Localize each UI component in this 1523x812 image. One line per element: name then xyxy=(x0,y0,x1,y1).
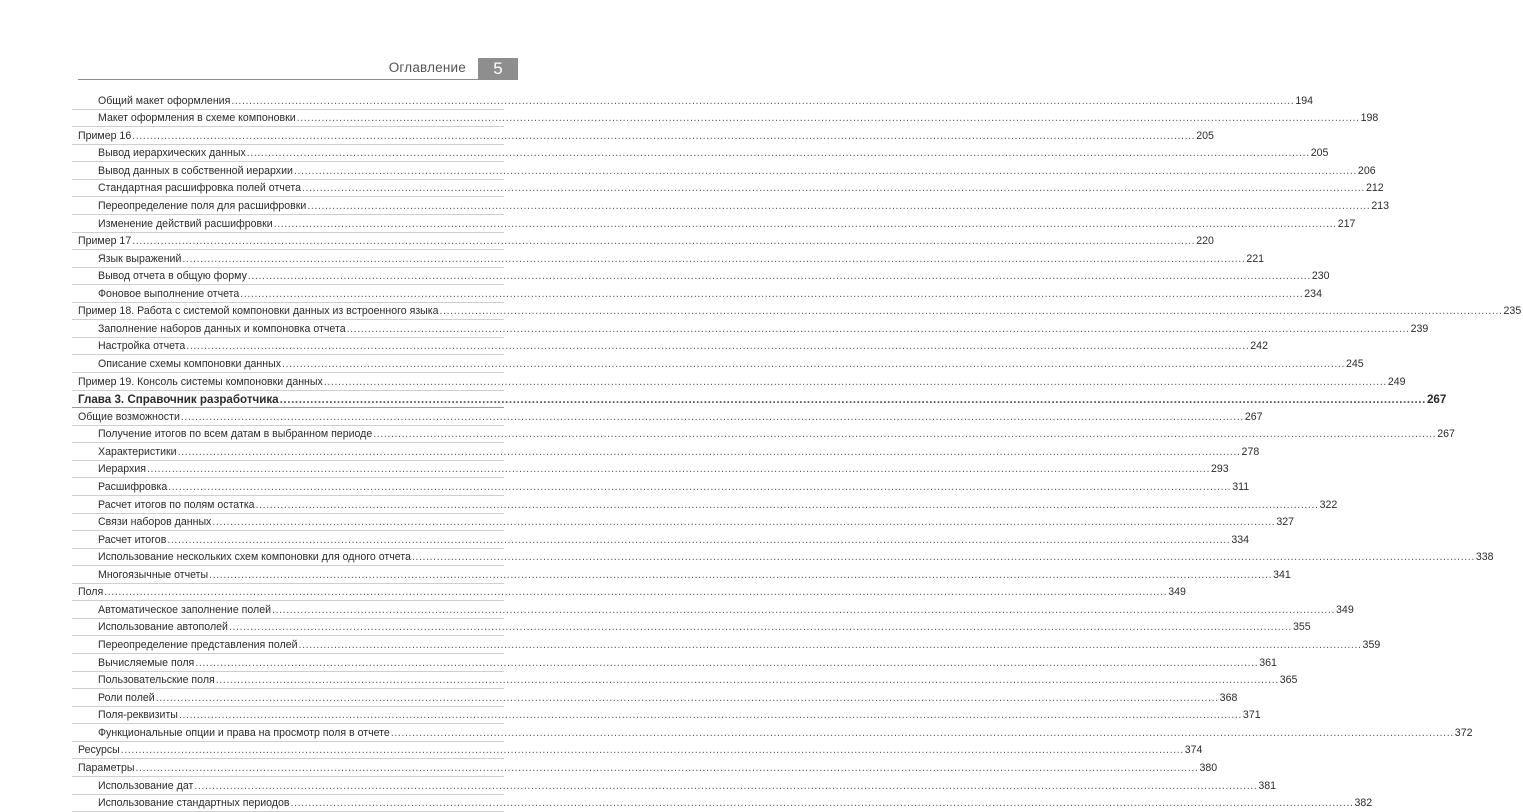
toc-entry-title: Настройка отчета xyxy=(98,340,185,355)
toc-entry[interactable] xyxy=(72,426,504,444)
toc-entry-title: Функциональные опции и права на просмотр поля в отчете xyxy=(98,727,390,742)
toc-entry[interactable] xyxy=(72,584,504,602)
toc-entry-title: Пример 18. Работа с системой компоновки данных из встроенного языка xyxy=(78,305,439,320)
dot-leader: ............................................................................................................................................................................................................................................................................................................ xyxy=(271,604,1336,619)
dot-leader: ............................................................................................................................................................................................................................................................................................................ xyxy=(411,551,1476,566)
toc-entry-page: 361 xyxy=(1259,657,1279,672)
toc-entry[interactable] xyxy=(72,759,504,777)
toc-entry-title: Общий макет оформления xyxy=(98,95,230,110)
toc-entry[interactable] xyxy=(72,443,504,461)
dot-leader: ............................................................................................................................................................................................................................................................................................................ xyxy=(239,288,1304,303)
dot-leader: ............................................................................................................................................................................................................................................................................................................ xyxy=(103,586,1168,601)
dot-leader: ............................................................................................................................................................................................................................................................................................................ xyxy=(390,727,1455,742)
toc-entry-title: Получение итогов по всем датам в выбранном периоде xyxy=(98,428,372,443)
toc-entry[interactable] xyxy=(72,566,504,584)
toc-entry-page: 242 xyxy=(1250,340,1270,355)
dot-leader: ............................................................................................................................................................................................................................................................................................................ xyxy=(281,358,1346,373)
dot-leader: ............................................................................................................................................................................................................................................................................................................ xyxy=(215,674,1280,689)
toc-entry-page: 221 xyxy=(1246,253,1266,268)
dot-leader: ............................................................................................................................................................................................................................................................................................................ xyxy=(166,534,1231,549)
toc-entry-page: 213 xyxy=(1371,200,1391,215)
toc-entry-page: 338 xyxy=(1476,551,1496,566)
toc-entry-title: Общие возможности xyxy=(78,411,180,426)
toc-entry-title: Вывод иерархических данных xyxy=(98,147,246,162)
toc-entry-page: 372 xyxy=(1455,727,1475,742)
toc-entry-title: Иерархия xyxy=(98,463,146,478)
dot-leader: ............................................................................................................................................................................................................................................................................................................ xyxy=(228,621,1293,636)
dot-leader: ............................................................................................................................................................................................................................................................................................................ xyxy=(177,446,1242,461)
toc-entry[interactable] xyxy=(72,724,504,742)
toc-entry-page: 341 xyxy=(1273,569,1293,584)
toc-entry-page: 368 xyxy=(1220,692,1240,707)
toc-entry[interactable] xyxy=(72,408,504,426)
toc-entry[interactable] xyxy=(72,338,504,356)
toc-entry[interactable] xyxy=(72,795,504,812)
toc-entry[interactable] xyxy=(72,285,504,303)
dot-leader: ............................................................................................................................................................................................................................................................................................................ xyxy=(296,112,1361,127)
toc-entry[interactable] xyxy=(72,654,504,672)
toc-entry[interactable] xyxy=(72,320,504,338)
toc-entry[interactable] xyxy=(72,636,504,654)
toc-entry-title: Заполнение наборов данных и компоновка отчета xyxy=(98,323,346,338)
toc-chapter-entry[interactable] xyxy=(72,391,504,409)
toc-entry-page: 278 xyxy=(1242,446,1262,461)
toc-entry-page: 359 xyxy=(1363,639,1383,654)
dot-leader: ............................................................................................................................................................................................................................................................................................................ xyxy=(246,147,1311,162)
toc-entry-title: Переопределение представления полей xyxy=(98,639,298,654)
dot-leader: ............................................................................................................................................................................................................................................................................................................ xyxy=(290,797,1355,812)
toc-entry-page: 322 xyxy=(1320,499,1340,514)
toc-entry[interactable] xyxy=(72,373,504,391)
dot-leader: ............................................................................................................................................................................................................................................................................................................ xyxy=(134,762,1199,777)
toc-entry-page: 374 xyxy=(1185,744,1205,759)
toc-entry-page: 220 xyxy=(1196,235,1216,250)
toc-entry-title: Роли полей xyxy=(98,692,155,707)
toc-entry[interactable] xyxy=(72,250,504,268)
toc-entry[interactable] xyxy=(72,707,504,725)
toc-entry-title: Изменение действий расшифровки xyxy=(98,218,273,233)
page-number: 5 xyxy=(478,58,518,80)
dot-leader: ............................................................................................................................................................................................................................................................................................................ xyxy=(439,305,1504,320)
dot-leader: ............................................................................................................................................................................................................................................................................................................ xyxy=(279,393,1427,408)
toc-entry-title: Использование дат xyxy=(98,780,193,795)
dot-leader: ............................................................................................................................................................................................................................................................................................................ xyxy=(120,744,1185,759)
toc-entry-title: Описание схемы компоновки данных xyxy=(98,358,281,373)
toc-entry[interactable] xyxy=(72,92,504,110)
toc-entry-title: Поля xyxy=(78,586,103,601)
toc-entry[interactable] xyxy=(72,215,504,233)
dot-leader: ............................................................................................................................................................................................................................................................................................................ xyxy=(306,200,1371,215)
toc-entry-title: Многоязычные отчеты xyxy=(98,569,208,584)
toc-entry-page: 371 xyxy=(1243,709,1263,724)
toc-entry-page: 239 xyxy=(1411,323,1431,338)
toc-entry-page: 267 xyxy=(1437,428,1457,443)
toc-entry-title: Использование стандартных периодов xyxy=(98,797,290,812)
toc-entry-title: Вывод данных в собственной иерархии xyxy=(98,165,293,180)
toc-entry[interactable] xyxy=(72,268,504,286)
toc-entry[interactable] xyxy=(72,303,504,321)
toc-entry-title: Пользовательские поля xyxy=(98,674,215,689)
toc-entry-title: Связи наборов данных xyxy=(98,516,211,531)
toc-entry-title: Язык выражений xyxy=(98,253,181,268)
toc-entry-page: 381 xyxy=(1258,780,1278,795)
dot-leader: ............................................................................................................................................................................................................................................................................................................ xyxy=(146,463,1211,478)
toc-entry[interactable] xyxy=(72,514,504,532)
toc-entry-title: Вывод отчета в общую форму xyxy=(98,270,247,285)
dot-leader: ............................................................................................................................................................................................................................................................................................................ xyxy=(155,692,1220,707)
toc-entry-title: Пример 19. Консоль системы компоновки данных xyxy=(78,376,323,391)
header-divider xyxy=(78,79,518,80)
toc-entry-page: 365 xyxy=(1280,674,1300,689)
toc-entry[interactable] xyxy=(72,549,504,567)
dot-leader: ............................................................................................................................................................................................................................................................................................................ xyxy=(255,499,1320,514)
page-header xyxy=(78,58,518,80)
toc-entry-page: 205 xyxy=(1311,147,1331,162)
toc-entry-page: 194 xyxy=(1295,95,1315,110)
toc-entry-page: 311 xyxy=(1232,481,1251,496)
toc-entry-page: 230 xyxy=(1312,270,1332,285)
toc-entry-title: Стандартная расшифровка полей отчета xyxy=(98,182,301,197)
toc-entry-page: 245 xyxy=(1346,358,1366,373)
dot-leader: ............................................................................................................................................................................................................................................................................................................ xyxy=(193,780,1258,795)
toc-entry[interactable] xyxy=(72,777,504,795)
table-of-contents xyxy=(72,92,504,812)
toc-entry[interactable] xyxy=(72,110,504,128)
toc-entry-title: Переопределение поля для расшифровки xyxy=(98,200,306,215)
toc-entry-page: 212 xyxy=(1366,182,1386,197)
toc-entry-page: 206 xyxy=(1358,165,1378,180)
toc-entry-title: Макет оформления в схеме компоновки xyxy=(98,112,296,127)
toc-entry-page: 327 xyxy=(1276,516,1296,531)
dot-leader: ............................................................................................................................................................................................................................................................................................................ xyxy=(181,253,1246,268)
toc-entry-title: Расчет итогов xyxy=(98,534,166,549)
dot-leader: ............................................................................................................................................................................................................................................................................................................ xyxy=(372,428,1437,443)
toc-entry-title: Глава 3. Справочник разработчика xyxy=(78,393,279,408)
dot-leader: ............................................................................................................................................................................................................................................................................................................ xyxy=(293,165,1358,180)
toc-entry-title: Ресурсы xyxy=(78,744,120,759)
toc-entry-title: Пример 16 xyxy=(78,130,131,145)
toc-entry[interactable] xyxy=(72,496,504,514)
toc-entry[interactable] xyxy=(72,478,504,496)
dot-leader: ............................................................................................................................................................................................................................................................................................................ xyxy=(230,95,1295,110)
dot-leader: ............................................................................................................................................................................................................................................................................................................ xyxy=(131,130,1196,145)
toc-entry-page: 205 xyxy=(1196,130,1216,145)
toc-entry-title: Характеристики xyxy=(98,446,177,461)
toc-entry[interactable] xyxy=(72,162,504,180)
toc-entry-page: 382 xyxy=(1354,797,1374,812)
toc-entry[interactable] xyxy=(72,461,504,479)
dot-leader: ............................................................................................................................................................................................................................................................................................................ xyxy=(211,516,1276,531)
toc-entry-page: 217 xyxy=(1338,218,1358,233)
toc-entry[interactable] xyxy=(72,355,504,373)
toc-entry-page: 198 xyxy=(1361,112,1381,127)
toc-entry-title: Расчет итогов по полям остатка xyxy=(98,499,255,514)
toc-entry-page: 267 xyxy=(1427,393,1448,408)
toc-entry-page: 267 xyxy=(1245,411,1265,426)
toc-entry[interactable] xyxy=(72,672,504,690)
toc-entry-title: Фоновое выполнение отчета xyxy=(98,288,239,303)
toc-entry-title: Поля-реквизиты xyxy=(98,709,178,724)
toc-entry-page: 293 xyxy=(1211,463,1231,478)
toc-entry-page: 349 xyxy=(1168,586,1188,601)
toc-entry[interactable] xyxy=(72,619,504,637)
toc-entry-title: Вычисляемые поля xyxy=(98,657,194,672)
toc-entry[interactable] xyxy=(72,127,504,145)
toc-entry-page: 234 xyxy=(1304,288,1324,303)
toc-entry[interactable] xyxy=(72,233,504,251)
toc-entry[interactable] xyxy=(72,689,504,707)
toc-entry[interactable] xyxy=(72,145,504,163)
toc-entry-page: 349 xyxy=(1336,604,1356,619)
dot-leader: ............................................................................................................................................................................................................................................................................................................ xyxy=(185,340,1250,355)
toc-entry-title: Параметры xyxy=(78,762,134,777)
dot-leader: ............................................................................................................................................................................................................................................................................................................ xyxy=(208,569,1273,584)
toc-entry-title: Расшифровка xyxy=(98,481,167,496)
running-header-title: Оглавление xyxy=(389,60,466,75)
toc-entry-page: 380 xyxy=(1199,762,1219,777)
toc-entry-title: Автоматическое заполнение полей xyxy=(98,604,271,619)
toc-entry[interactable] xyxy=(72,180,504,198)
toc-entry[interactable] xyxy=(72,601,504,619)
toc-entry-page: 249 xyxy=(1388,376,1408,391)
toc-entry[interactable] xyxy=(72,742,504,760)
dot-leader: ............................................................................................................................................................................................................................................................................................................ xyxy=(247,270,1312,285)
toc-entry-page: 355 xyxy=(1293,621,1313,636)
toc-entry[interactable] xyxy=(72,197,504,215)
dot-leader: ............................................................................................................................................................................................................................................................................................................ xyxy=(131,235,1196,250)
dot-leader: ............................................................................................................................................................................................................................................................................................................ xyxy=(273,218,1338,233)
dot-leader: ............................................................................................................................................................................................................................................................................................................ xyxy=(298,639,1363,654)
dot-leader: ............................................................................................................................................................................................................................................................................................................ xyxy=(180,411,1245,426)
toc-entry[interactable] xyxy=(72,531,504,549)
dot-leader: ............................................................................................................................................................................................................................................................................................................ xyxy=(323,376,1388,391)
toc-entry-title: Использование нескольких схем компоновки для одного отчета xyxy=(98,551,411,566)
dot-leader: ............................................................................................................................................................................................................................................................................................................ xyxy=(178,709,1243,724)
dot-leader: ............................................................................................................................................................................................................................................................................................................ xyxy=(167,481,1232,496)
toc-entry-title: Пример 17 xyxy=(78,235,131,250)
dot-leader: ............................................................................................................................................................................................................................................................................................................ xyxy=(301,182,1366,197)
toc-entry-page: 334 xyxy=(1231,534,1251,549)
dot-leader: ............................................................................................................................................................................................................................................................................................................ xyxy=(346,323,1411,338)
toc-entry-title: Использование автополей xyxy=(98,621,228,636)
dot-leader: ............................................................................................................................................................................................................................................................................................................ xyxy=(194,657,1259,672)
toc-entry-page: 235 xyxy=(1504,305,1523,320)
